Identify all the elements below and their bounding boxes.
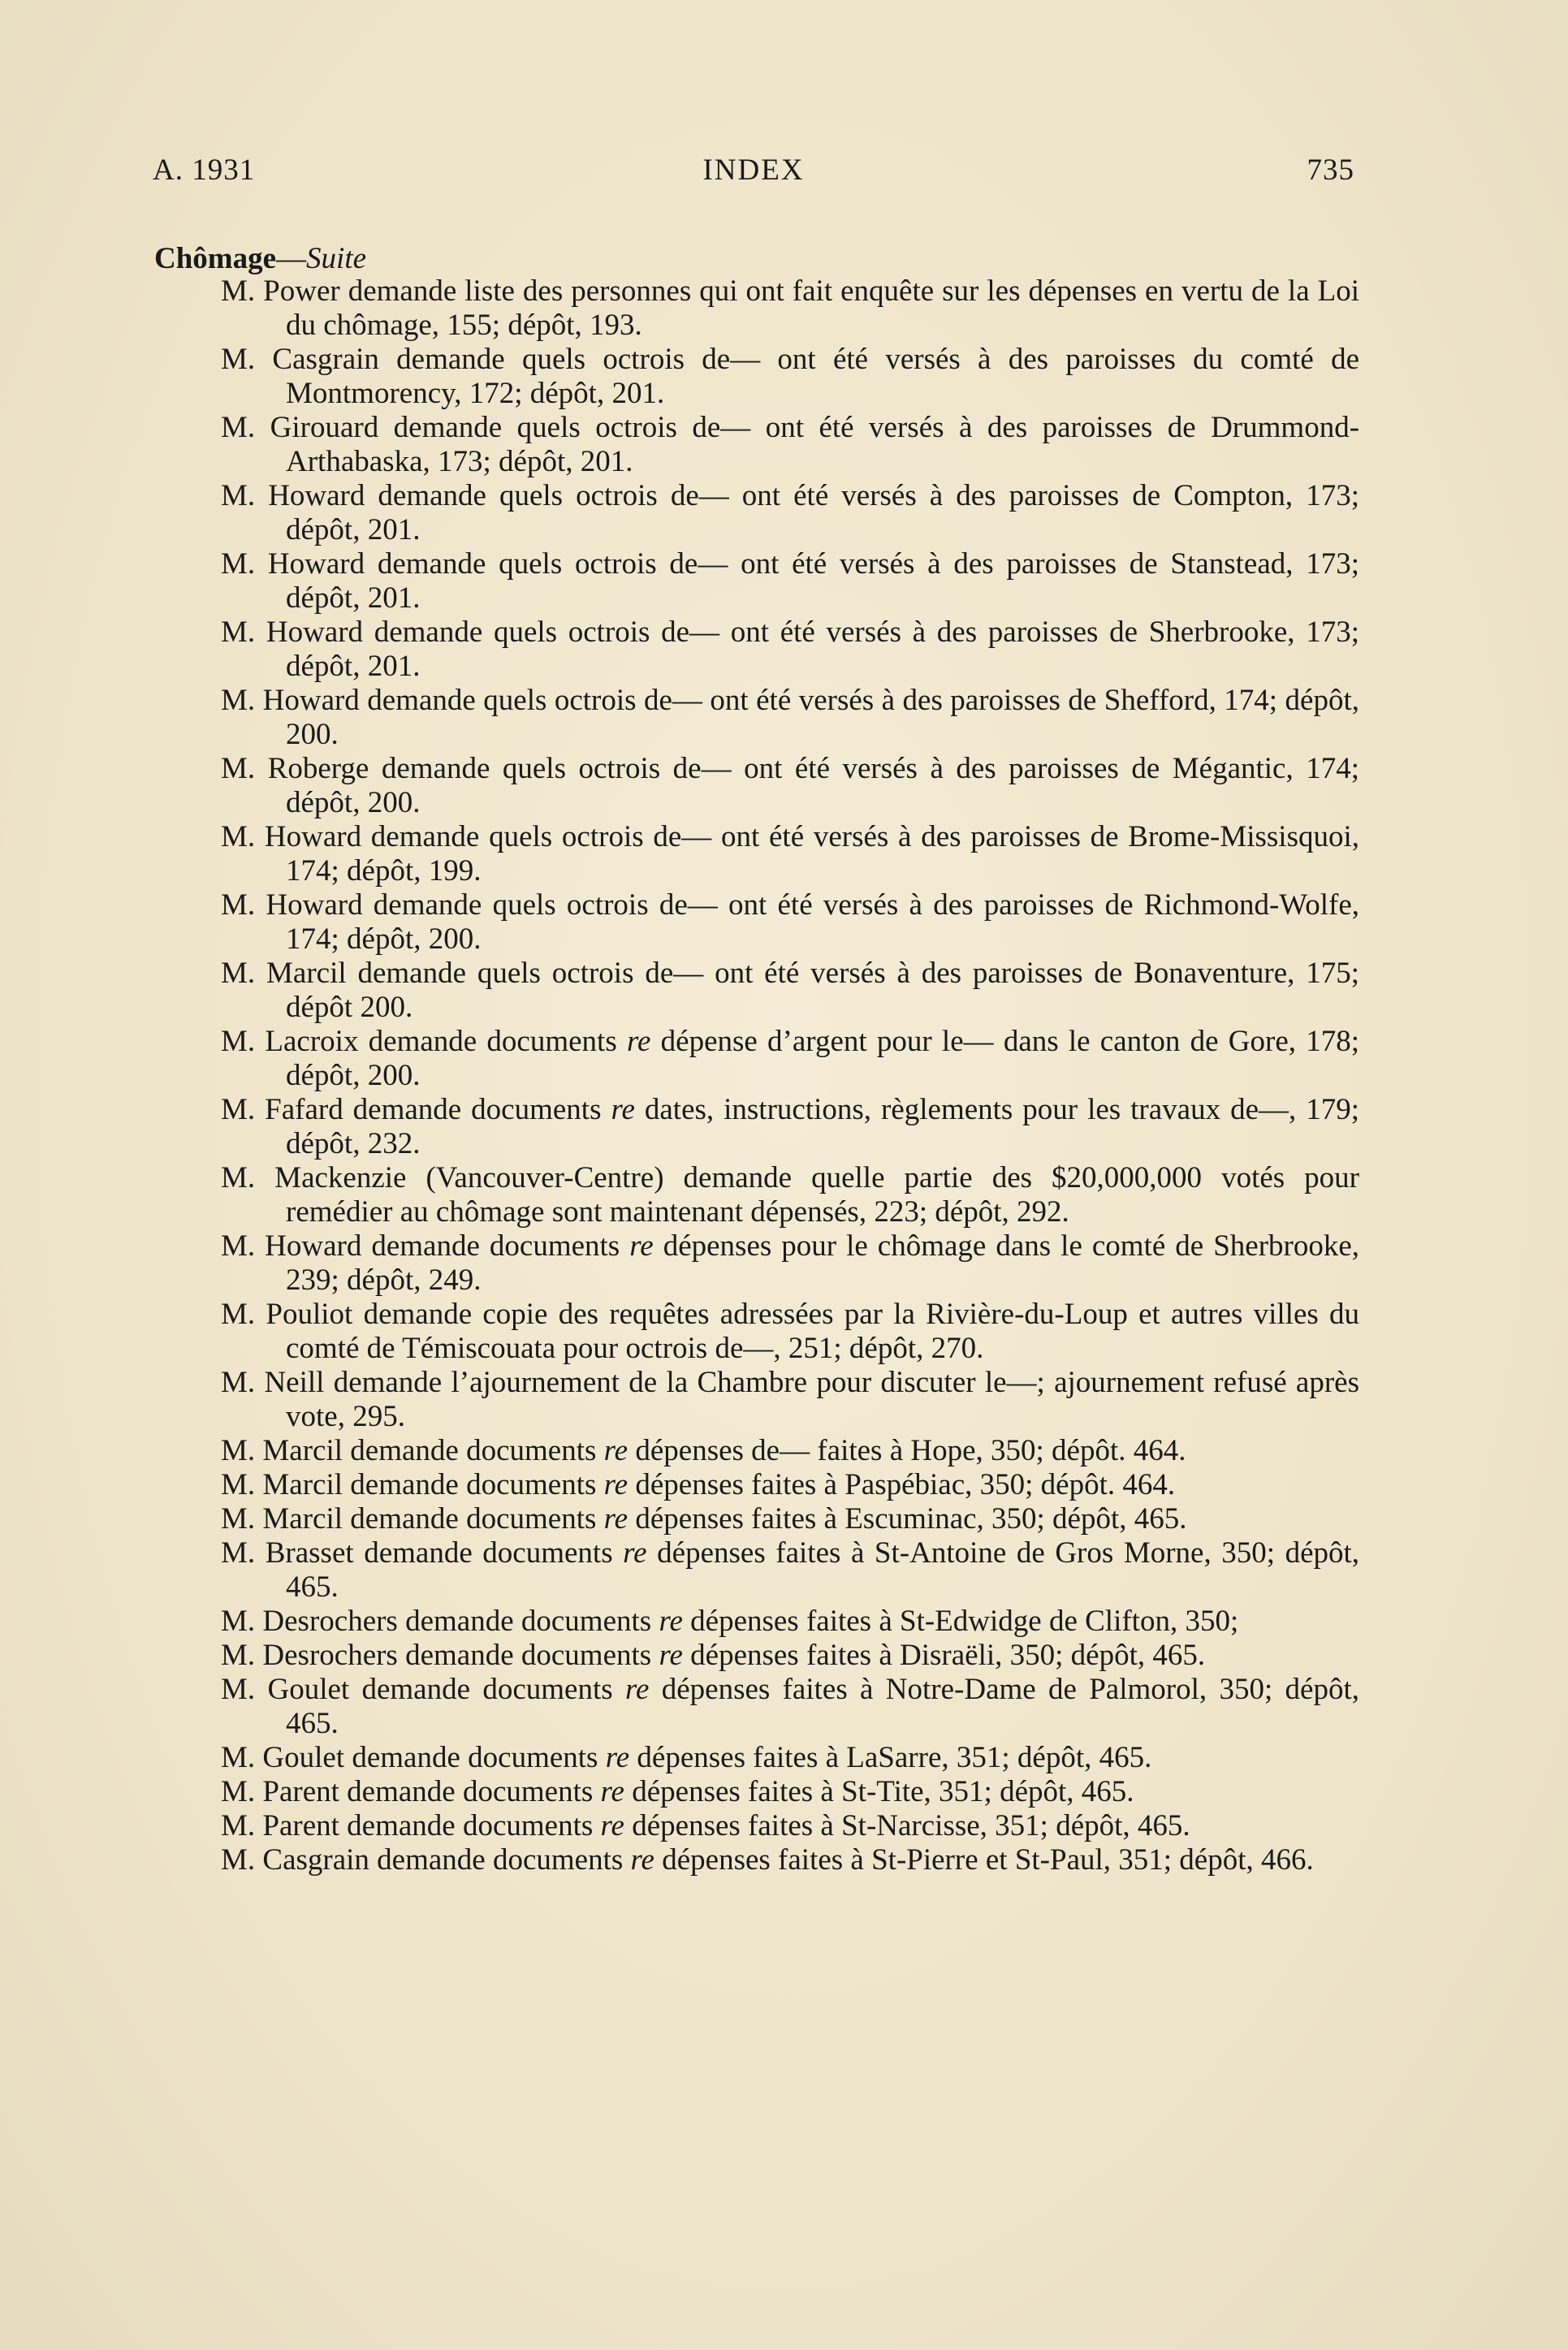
index-entry — [221, 684, 1359, 752]
entry-prefix: M. — [221, 343, 256, 376]
entry-text: Pouliot demande copie des requêtes adressées par la Rivière-du-Loup et autres villes du comté de Témiscouata pour octrois de—, 251; dépôt, 270. — [266, 1298, 1360, 1365]
entry-prefix: M. — [221, 1025, 256, 1058]
page-number: 735 — [1307, 153, 1354, 187]
index-entry — [221, 957, 1359, 1025]
entry-text: Howard demande quels octrois de— ont été versés à des paroisses de Shefford, 174; dépôt, 200. — [262, 684, 1359, 751]
entry-prefix: M. — [221, 1843, 256, 1877]
entry-prefix: M. — [221, 752, 256, 785]
index-entry — [221, 1809, 1359, 1843]
entry-prefix: M. — [221, 1673, 256, 1706]
entry-prefix: M. — [221, 1605, 256, 1638]
entry-text: Howard demande quels octrois de— ont été versés à des paroisses de Brome-Missisquoi, 174; dépôt, 199. — [264, 820, 1360, 888]
entry-text: Goulet demande documents re dépenses faites à LaSarre, 351; dépôt, 465. — [262, 1741, 1152, 1774]
entry-prefix: M. — [221, 1536, 256, 1570]
entry-prefix: M. — [221, 684, 256, 717]
entry-text: Casgrain demande quels octrois de— ont été versés à des paroisses du comté de Montmorency, 172; dépôt, 201. — [272, 343, 1359, 410]
index-entry — [221, 752, 1359, 820]
entry-text: Marcil demande quels octrois de— ont été versés à des paroisses de Bonaventure, 175; dépôt 200. — [266, 957, 1360, 1024]
index-entry — [221, 1741, 1359, 1775]
entry-text: Desrochers demande documents re dépenses faites à Disraëli, 350; dépôt, 465. — [262, 1639, 1206, 1672]
entry-prefix: M. — [221, 616, 256, 649]
section-heading-main: Chômage — [154, 242, 277, 275]
entry-prefix: M. — [221, 1093, 256, 1126]
entry-text: Fafard demande documents re dates, instructions, règlements pour les travaux de—, 179; dépôt, 232. — [265, 1093, 1359, 1160]
entry-text: Lacroix demande documents re dépense d’argent pour le— dans le canton de Gore, 178; dépôt, 200. — [265, 1025, 1360, 1092]
entry-prefix: M. — [221, 1809, 256, 1842]
index-entry — [221, 274, 1359, 343]
page-title: INDEX — [702, 153, 805, 187]
index-entry — [221, 1536, 1359, 1605]
page-header — [153, 153, 1354, 193]
entry-prefix: M. — [221, 1366, 256, 1399]
entry-prefix: M. — [221, 1161, 256, 1194]
entry-text: Girouard demande quels octrois de— ont été versés à des paroisses de Drummond-Arthabaska, 173; dépôt, 201. — [270, 411, 1360, 478]
index-entry — [221, 411, 1359, 479]
entry-prefix: M. — [221, 888, 256, 922]
entry-prefix: M. — [221, 820, 256, 853]
entry-prefix: M. — [221, 274, 256, 308]
entry-text: Parent demande documents re dépenses faites à St-Narcisse, 351; dépôt, 465. — [262, 1809, 1190, 1842]
entry-prefix: M. — [221, 1298, 256, 1331]
entry-text: Marcil demande documents re dépenses de— faites à Hope, 350; dépôt. 464. — [262, 1434, 1186, 1467]
entry-text: Neill demande l’ajournement de la Chambre pour discuter le—; ajournement refusé après vote, 295. — [264, 1366, 1360, 1433]
entry-text: Roberge demande quels octrois de— ont été versés à des paroisses de Mégantic, 174; dépôt, 200. — [267, 752, 1359, 819]
entry-text: Howard demande quels octrois de— ont été versés à des paroisses de Compton, 173; dépôt, 201. — [268, 479, 1359, 546]
index-entry — [221, 1843, 1359, 1877]
entry-prefix: M. — [221, 1229, 256, 1263]
index-entry — [221, 1775, 1359, 1809]
section-heading — [154, 242, 366, 276]
entry-text: Howard demande quels octrois de— ont été versés à des paroisses de Stanstead, 173; dépôt, 201. — [267, 547, 1360, 615]
entry-prefix: M. — [221, 411, 256, 444]
index-entry — [221, 820, 1359, 888]
index-entry — [221, 1639, 1359, 1673]
index-entry — [221, 1229, 1359, 1298]
entry-prefix: M. — [221, 957, 256, 990]
index-entry — [221, 1161, 1359, 1229]
entry-prefix: M. — [221, 1639, 256, 1672]
entry-text: Desrochers demande documents re dépenses faites à St-Edwidge de Clifton, 350; — [262, 1605, 1239, 1638]
entry-prefix: M. — [221, 1741, 256, 1774]
entry-text: Howard demande quels octrois de— ont été versés à des paroisses de Richmond-Wolfe, 174; dépôt, 200. — [266, 888, 1359, 956]
section-heading-separator: — — [276, 242, 307, 275]
entry-prefix: M. — [221, 479, 256, 512]
index-entry — [221, 1025, 1359, 1093]
entry-text: Goulet demande documents re dépenses faites à Notre-Dame de Palmorol, 350; dépôt, 465. — [267, 1673, 1359, 1740]
session-year: A. 1931 — [153, 153, 256, 187]
entry-text: Casgrain demande documents re dépenses faites à St-Pierre et St-Paul, 351; dépôt, 466. — [262, 1843, 1314, 1877]
index-entry — [221, 1468, 1359, 1502]
index-entry — [221, 479, 1359, 547]
entry-prefix: M. — [221, 547, 256, 581]
entry-text: Marcil demande documents re dépenses faites à Paspébiac, 350; dépôt. 464. — [262, 1468, 1176, 1501]
entry-text: Mackenzie (Vancouver-Centre) demande quelle partie des $20,000,000 votés pour remédier au chômage sont maintenant dépensés, 223; dépôt, 292. — [274, 1161, 1359, 1229]
entry-text: Brasset demande documents re dépenses faites à St-Antoine de Gros Morne, 350; dépôt, 465. — [265, 1536, 1360, 1604]
entry-prefix: M. — [221, 1775, 256, 1808]
index-entry — [221, 1093, 1359, 1161]
entry-text: Parent demande documents re dépenses faites à St-Tite, 351; dépôt, 465. — [262, 1775, 1134, 1808]
index-entry — [221, 343, 1359, 411]
index-entry — [221, 888, 1359, 957]
index-entries — [221, 274, 1359, 1877]
index-entry — [221, 547, 1359, 616]
entry-prefix: M. — [221, 1502, 256, 1536]
index-entry — [221, 1605, 1359, 1639]
section-heading-suite: Suite — [306, 242, 367, 275]
index-entry — [221, 1673, 1359, 1741]
entry-text: Power demande liste des personnes qui ont fait enquête sur les dépenses en vertu de la Loi du chômage, 155; dépôt, 193. — [263, 274, 1360, 342]
entry-text: Howard demande quels octrois de— ont été versés à des paroisses de Sherbrooke, 173; dépôt, 201. — [266, 616, 1359, 683]
index-entry — [221, 616, 1359, 684]
index-entry — [221, 1502, 1359, 1536]
entry-text: Howard demande documents re dépenses pour le chômage dans le comté de Sherbrooke, 239; dépôt, 249. — [265, 1229, 1360, 1297]
entry-prefix: M. — [221, 1434, 256, 1467]
index-entry — [221, 1298, 1359, 1366]
index-entry — [221, 1366, 1359, 1434]
index-entry — [221, 1434, 1359, 1468]
entry-prefix: M. — [221, 1468, 256, 1501]
entry-text: Marcil demande documents re dépenses faites à Escuminac, 350; dépôt, 465. — [262, 1502, 1187, 1536]
